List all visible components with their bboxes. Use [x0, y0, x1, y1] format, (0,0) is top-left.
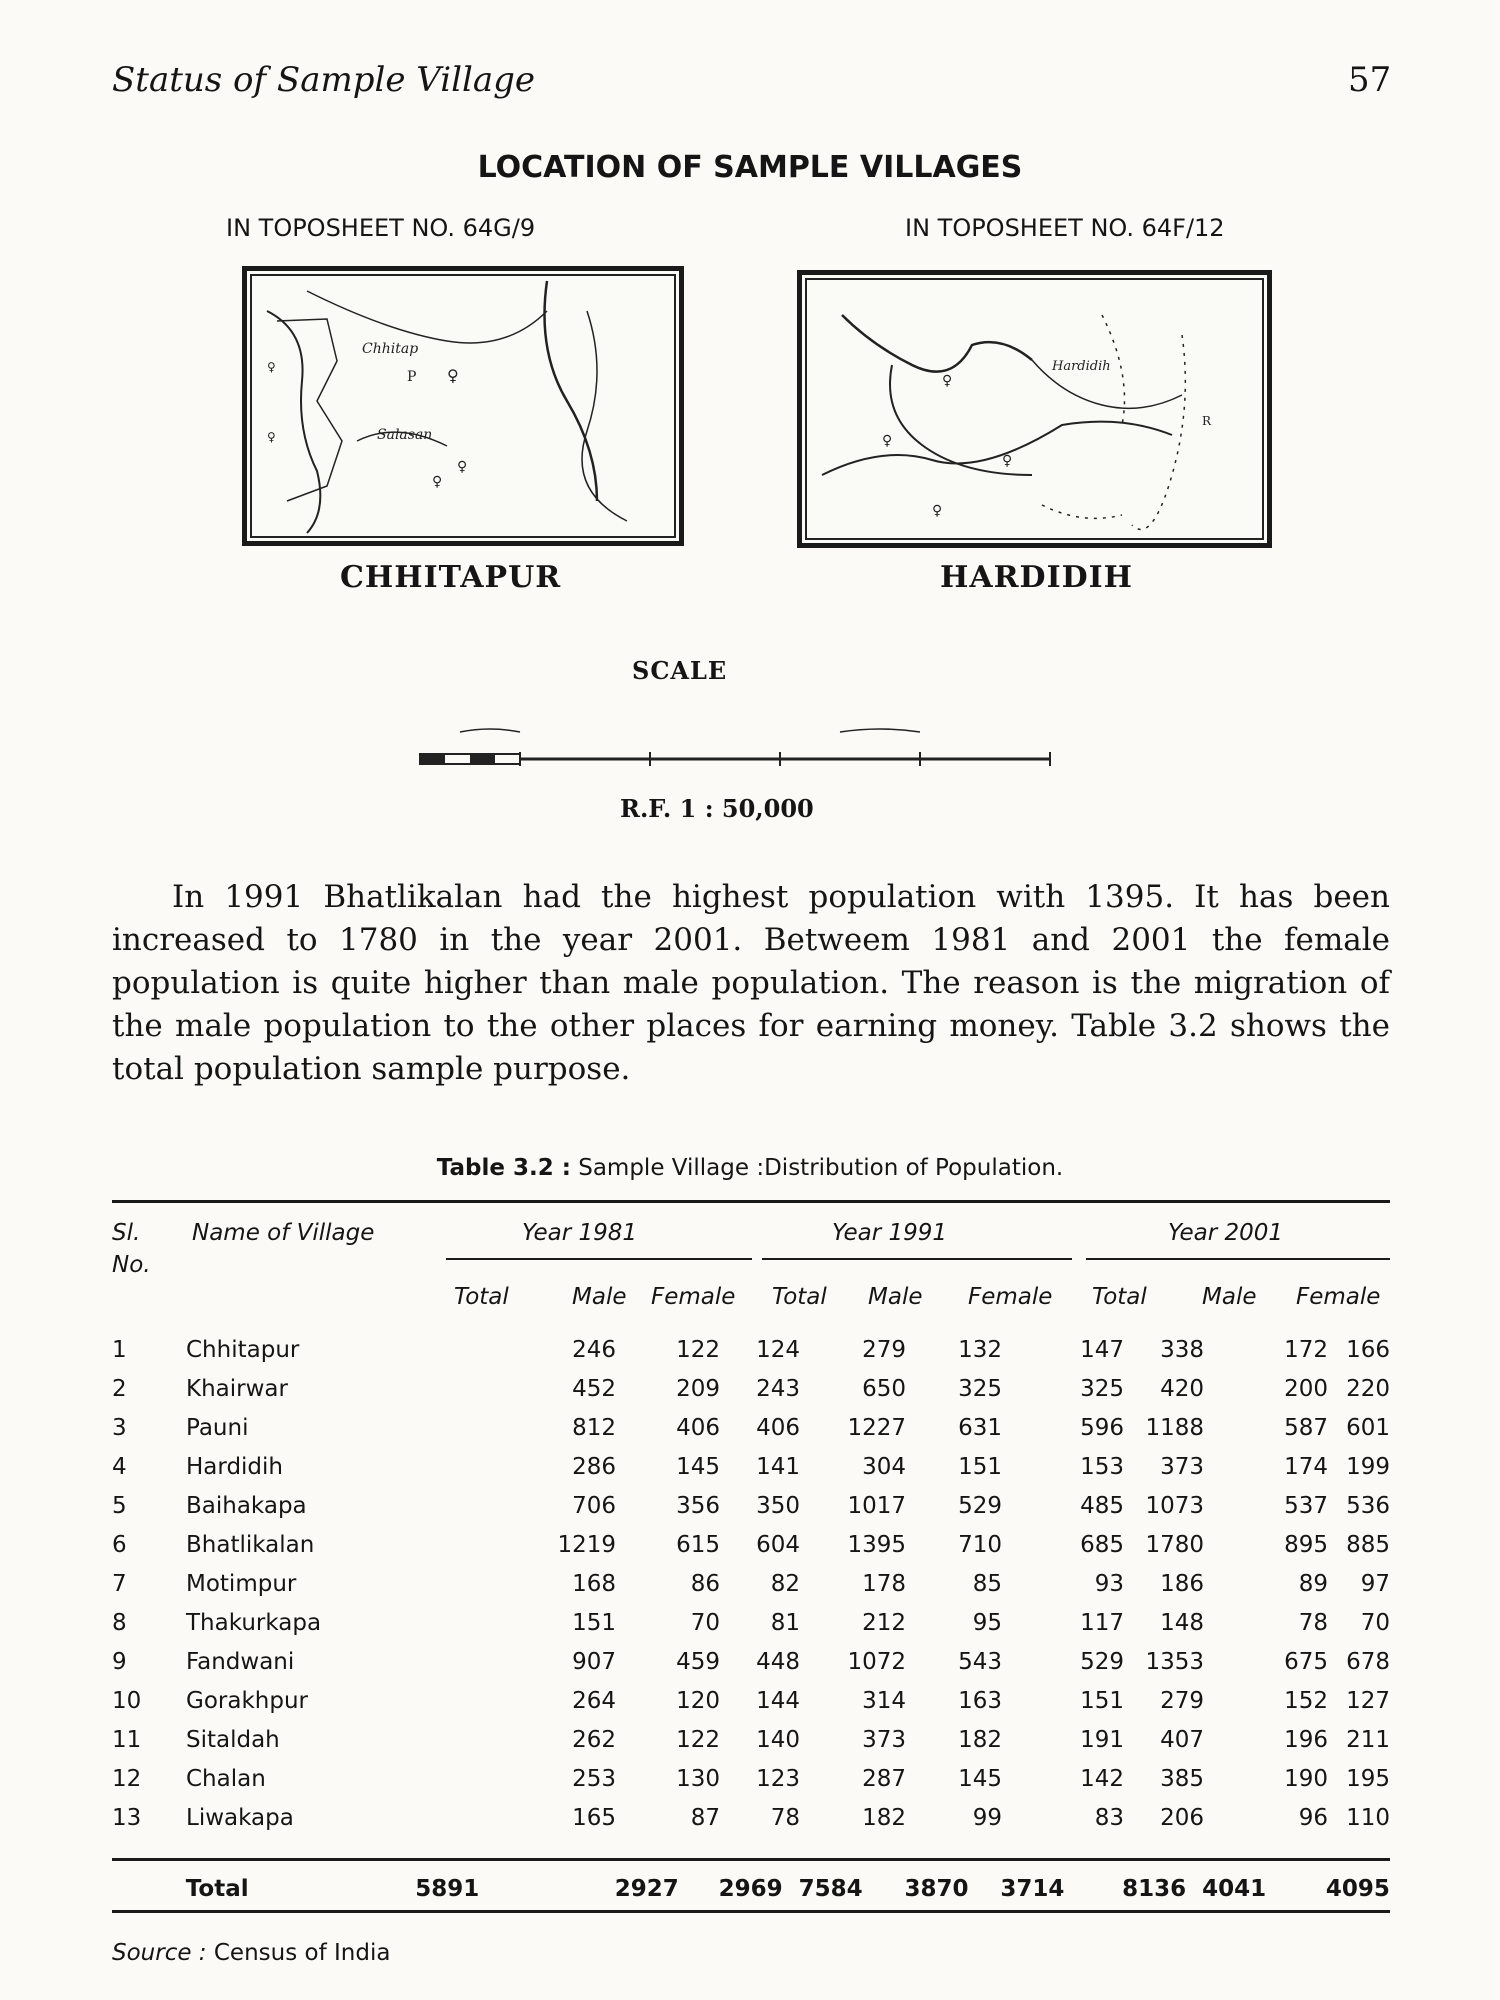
total-1981-female: 2969 [718, 1876, 783, 1902]
map-chhitapur-drawing [247, 271, 679, 541]
cell-male-1981: 87 [690, 1804, 720, 1831]
cell-male-1991: 543 [958, 1648, 1002, 1675]
cell-female-1991: 685 [1080, 1531, 1124, 1558]
cell-male-1991: 325 [958, 1375, 1002, 1402]
cell-total-1981: 264 [572, 1687, 616, 1714]
cell-male-1981: 615 [676, 1531, 720, 1558]
cell-male-2001: 200 [1284, 1375, 1328, 1402]
scale-bar-drawing [360, 712, 1160, 782]
cell-sl-no: 8 [112, 1609, 127, 1636]
table-caption-text: Sample Village :Distribution of Population. [578, 1155, 1064, 1181]
table-row [112, 1798, 1390, 1837]
table-total-row [112, 1872, 1390, 1906]
cell-total-1981: 253 [572, 1765, 616, 1792]
cell-village-name: Gorakhpur [186, 1687, 308, 1714]
cell-female-1981: 243 [756, 1375, 800, 1402]
total-1981-male: 2927 [614, 1876, 679, 1902]
cell-sl-no: 4 [112, 1453, 127, 1480]
cell-total-2001: 338 [1160, 1336, 1204, 1363]
map-hardidih-drawing [802, 275, 1267, 543]
table-caption-label: Table 3.2 : [436, 1155, 571, 1181]
cell-total-2001: 279 [1160, 1687, 1204, 1714]
table-row-total [112, 1872, 1390, 1906]
cell-total-1991: 212 [862, 1609, 906, 1636]
cell-male-1981: 122 [676, 1336, 720, 1363]
table-caption [0, 1155, 1500, 1181]
cell-male-1981: 122 [676, 1726, 720, 1753]
cell-sl-no: 10 [112, 1687, 142, 1714]
representative-fraction: R.F. 1 : 50,000 [620, 794, 814, 823]
cell-male-1991: 163 [958, 1687, 1002, 1714]
cell-total-1981: 246 [572, 1336, 616, 1363]
header-year-1991: Year 1991 [832, 1220, 948, 1246]
cell-female-1991: 325 [1080, 1375, 1124, 1402]
cell-female-2001: 70 [1360, 1609, 1390, 1636]
cell-total-1991: 304 [862, 1453, 906, 1480]
table-row [112, 1759, 1390, 1798]
header-total-1981: Total [454, 1284, 509, 1310]
total-1991-male: 3870 [904, 1876, 969, 1902]
cell-total-2001: 420 [1160, 1375, 1204, 1402]
cell-total-2001: 186 [1160, 1570, 1204, 1597]
cell-female-1981: 144 [756, 1687, 800, 1714]
cell-female-2001: 127 [1346, 1687, 1390, 1714]
table-row [112, 1642, 1390, 1681]
cell-total-1991: 178 [862, 1570, 906, 1597]
cell-total-1991: 1227 [847, 1414, 906, 1441]
table-row [112, 1486, 1390, 1525]
source-text: Census of India [213, 1940, 391, 1966]
cell-village-name: Baihakapa [186, 1492, 307, 1519]
cell-male-1981: 86 [690, 1570, 720, 1597]
cell-village-name: Fandwani [186, 1648, 295, 1675]
cell-female-1981: 124 [756, 1336, 800, 1363]
svg-text:♀: ♀ [267, 430, 276, 444]
cell-female-1991: 191 [1080, 1726, 1124, 1753]
year-1991-underline [762, 1258, 1072, 1260]
svg-text:♀: ♀ [457, 459, 468, 475]
scale-title: SCALE [632, 656, 728, 685]
svg-text:♀: ♀ [942, 373, 953, 389]
svg-text:♀: ♀ [882, 433, 893, 449]
cell-village-name: Motimpur [186, 1570, 297, 1597]
cell-female-1991: 117 [1080, 1609, 1124, 1636]
cell-total-2001: 385 [1160, 1765, 1204, 1792]
cell-female-1991: 485 [1080, 1492, 1124, 1519]
svg-text:Chhitap: Chhitap [362, 341, 419, 357]
cell-total-1991: 287 [862, 1765, 906, 1792]
table-row [112, 1369, 1390, 1408]
total-2001-female: 4095 [1325, 1876, 1390, 1902]
body-paragraph-text: In 1991 Bhatlikalan had the highest population with 1395. It has been increased to 1780 in the year 2001. Betweem 1981 and 2001 the female population is quite higher than male population. The reason is the migration of the male population to the other places for earning money. Table 3.2 shows the total population sample purpose. [112, 879, 1390, 1087]
svg-text:Hardidih: Hardidih [1052, 359, 1111, 374]
cell-village-name: Bhatlikalan [186, 1531, 315, 1558]
cell-total-1981: 706 [572, 1492, 616, 1519]
cell-female-1991: 151 [1080, 1687, 1124, 1714]
header-total-1991: Total [772, 1284, 827, 1310]
cell-male-1991: 99 [972, 1804, 1002, 1831]
cell-total-1981: 812 [572, 1414, 616, 1441]
scale-bar [360, 712, 1160, 782]
cell-male-1991: 710 [958, 1531, 1002, 1558]
cell-sl-no: 3 [112, 1414, 127, 1441]
cell-female-2001: 110 [1346, 1804, 1390, 1831]
cell-total-1991: 650 [862, 1375, 906, 1402]
svg-text:Salasan: Salasan [377, 427, 433, 443]
cell-village-name: Chhitapur [186, 1336, 300, 1363]
cell-total-1991: 314 [862, 1687, 906, 1714]
map-hardidih [797, 270, 1272, 548]
cell-female-1981: 81 [770, 1609, 800, 1636]
cell-female-1981: 82 [770, 1570, 800, 1597]
table-row [112, 1408, 1390, 1447]
cell-female-2001: 199 [1346, 1453, 1390, 1480]
cell-female-1981: 140 [756, 1726, 800, 1753]
cell-male-1981: 459 [676, 1648, 720, 1675]
svg-text:R: R [1202, 414, 1212, 428]
cell-male-1991: 182 [958, 1726, 1002, 1753]
running-header: Status of Sample Village [112, 60, 536, 100]
table-row [112, 1525, 1390, 1564]
cell-male-2001: 895 [1284, 1531, 1328, 1558]
cell-female-1991: 147 [1080, 1336, 1124, 1363]
cell-sl-no: 12 [112, 1765, 142, 1792]
cell-total-1991: 1072 [847, 1648, 906, 1675]
cell-village-name: Pauni [186, 1414, 249, 1441]
table-row [112, 1681, 1390, 1720]
cell-sl-no: 1 [112, 1336, 127, 1363]
cell-male-1991: 529 [958, 1492, 1002, 1519]
table-top-rule [112, 1200, 1390, 1203]
total-2001-total: 8136 [1122, 1876, 1187, 1902]
cell-female-1981: 141 [756, 1453, 800, 1480]
total-1991-total: 7584 [798, 1876, 863, 1902]
header-name-of-village: Name of Village [192, 1220, 375, 1246]
cell-village-name: Chalan [186, 1765, 266, 1792]
map-chhitapur [242, 266, 684, 546]
header-year-1981: Year 1981 [522, 1220, 638, 1246]
header-total-2001: Total [1092, 1284, 1147, 1310]
cell-female-2001: 885 [1346, 1531, 1390, 1558]
cell-total-2001: 206 [1160, 1804, 1204, 1831]
cell-male-2001: 172 [1284, 1336, 1328, 1363]
source-label: Source : [112, 1940, 207, 1966]
cell-male-1981: 120 [676, 1687, 720, 1714]
cell-village-name: Thakurkapa [186, 1609, 322, 1636]
cell-total-1991: 1017 [847, 1492, 906, 1519]
cell-male-2001: 89 [1298, 1570, 1328, 1597]
svg-text:♀: ♀ [432, 474, 443, 490]
cell-total-1981: 168 [572, 1570, 616, 1597]
body-paragraph [112, 876, 1390, 1091]
cell-female-1991: 83 [1094, 1804, 1124, 1831]
cell-total-1981: 907 [572, 1648, 616, 1675]
cell-total-2001: 373 [1160, 1453, 1204, 1480]
page-number: 57 [1348, 60, 1392, 100]
cell-male-2001: 537 [1284, 1492, 1328, 1519]
cell-male-2001: 96 [1298, 1804, 1328, 1831]
cell-village-name: Hardidih [186, 1453, 283, 1480]
cell-male-2001: 152 [1284, 1687, 1328, 1714]
header-male-1981: Male [572, 1284, 627, 1310]
svg-text:♀: ♀ [267, 360, 276, 374]
cell-female-1991: 153 [1080, 1453, 1124, 1480]
cell-female-1981: 350 [756, 1492, 800, 1519]
header-female-1981: Female [651, 1284, 736, 1310]
cell-male-2001: 587 [1284, 1414, 1328, 1441]
cell-total-1981: 262 [572, 1726, 616, 1753]
table-row [112, 1564, 1390, 1603]
cell-male-2001: 675 [1284, 1648, 1328, 1675]
source-note [112, 1940, 390, 1966]
cell-female-2001: 211 [1346, 1726, 1390, 1753]
cell-female-1991: 142 [1080, 1765, 1124, 1792]
table-total-rule [112, 1858, 1390, 1861]
cell-sl-no: 2 [112, 1375, 127, 1402]
header-no: No. [112, 1252, 151, 1278]
cell-village-name: Khairwar [186, 1375, 288, 1402]
cell-female-1981: 123 [756, 1765, 800, 1792]
cell-male-1981: 145 [676, 1453, 720, 1480]
header-sl: Sl. [112, 1220, 141, 1246]
village-label-hardidih: HARDIDIH [940, 560, 1133, 595]
cell-total-2001: 148 [1160, 1609, 1204, 1636]
cell-male-2001: 78 [1298, 1609, 1328, 1636]
cell-female-2001: 166 [1346, 1336, 1390, 1363]
header-female-1991: Female [968, 1284, 1053, 1310]
cell-female-2001: 195 [1346, 1765, 1390, 1792]
cell-female-1991: 529 [1080, 1648, 1124, 1675]
cell-total-2001: 407 [1160, 1726, 1204, 1753]
cell-male-1991: 151 [958, 1453, 1002, 1480]
cell-male-2001: 174 [1284, 1453, 1328, 1480]
header-female-2001: Female [1296, 1284, 1381, 1310]
year-1981-underline [446, 1258, 752, 1260]
cell-total-2001: 1353 [1145, 1648, 1204, 1675]
cell-total-2001: 1780 [1145, 1531, 1204, 1558]
cell-total-1981: 452 [572, 1375, 616, 1402]
cell-male-1991: 85 [972, 1570, 1002, 1597]
cell-total-1991: 182 [862, 1804, 906, 1831]
cell-sl-no: 9 [112, 1648, 127, 1675]
cell-male-2001: 190 [1284, 1765, 1328, 1792]
header-male-2001: Male [1202, 1284, 1257, 1310]
cell-female-2001: 220 [1346, 1375, 1390, 1402]
header-year-2001: Year 2001 [1168, 1220, 1284, 1246]
table-row [112, 1447, 1390, 1486]
header-male-1991: Male [868, 1284, 923, 1310]
cell-male-1981: 406 [676, 1414, 720, 1441]
cell-total-1991: 373 [862, 1726, 906, 1753]
cell-male-1991: 145 [958, 1765, 1002, 1792]
cell-male-1981: 209 [676, 1375, 720, 1402]
cell-female-1981: 604 [756, 1531, 800, 1558]
cell-female-2001: 536 [1346, 1492, 1390, 1519]
cell-total-1981: 1219 [557, 1531, 616, 1558]
cell-total-1981: 286 [572, 1453, 616, 1480]
cell-female-1991: 93 [1094, 1570, 1124, 1597]
svg-text:♀: ♀ [932, 503, 943, 519]
table-row [112, 1720, 1390, 1759]
cell-female-2001: 601 [1346, 1414, 1390, 1441]
figure-title: LOCATION OF SAMPLE VILLAGES [477, 150, 1023, 185]
table-row [112, 1330, 1390, 1369]
table-row [112, 1603, 1390, 1642]
cell-sl-no: 6 [112, 1531, 127, 1558]
toposheet-label-left: IN TOPOSHEET NO. 64G/9 [226, 214, 536, 242]
table-bottom-rule [112, 1910, 1390, 1913]
cell-male-1991: 95 [972, 1609, 1002, 1636]
cell-female-1981: 78 [770, 1804, 800, 1831]
cell-total-1991: 1395 [847, 1531, 906, 1558]
cell-sl-no: 5 [112, 1492, 127, 1519]
svg-text:P: P [407, 369, 417, 385]
total-label: Total [185, 1876, 249, 1902]
village-label-chhitapur: CHHITAPUR [340, 560, 562, 595]
cell-total-2001: 1073 [1145, 1492, 1204, 1519]
cell-sl-no: 13 [112, 1804, 142, 1831]
cell-total-1981: 151 [572, 1609, 616, 1636]
cell-female-2001: 97 [1360, 1570, 1390, 1597]
total-2001-male: 4041 [1202, 1876, 1267, 1902]
cell-female-1981: 448 [756, 1648, 800, 1675]
svg-text:♀: ♀ [1002, 453, 1013, 469]
cell-female-2001: 678 [1346, 1648, 1390, 1675]
year-2001-underline [1086, 1258, 1390, 1260]
total-1981-total: 5891 [415, 1876, 480, 1902]
svg-text:♀: ♀ [447, 366, 459, 385]
total-1991-female: 3714 [1000, 1876, 1065, 1902]
cell-male-1991: 132 [958, 1336, 1002, 1363]
cell-total-1981: 165 [572, 1804, 616, 1831]
cell-village-name: Liwakapa [186, 1804, 294, 1831]
cell-total-1991: 279 [862, 1336, 906, 1363]
cell-female-1981: 406 [756, 1414, 800, 1441]
cell-sl-no: 7 [112, 1570, 127, 1597]
cell-male-1981: 70 [690, 1609, 720, 1636]
cell-male-1981: 356 [676, 1492, 720, 1519]
cell-total-2001: 1188 [1145, 1414, 1204, 1441]
cell-male-2001: 196 [1284, 1726, 1328, 1753]
cell-male-1991: 631 [958, 1414, 1002, 1441]
cell-male-1981: 130 [676, 1765, 720, 1792]
population-table-body [112, 1330, 1390, 1837]
cell-sl-no: 11 [112, 1726, 142, 1753]
population-table [112, 1330, 1390, 1837]
cell-female-1991: 596 [1080, 1414, 1124, 1441]
cell-village-name: Sitaldah [186, 1726, 280, 1753]
toposheet-label-right: IN TOPOSHEET NO. 64F/12 [905, 214, 1225, 242]
